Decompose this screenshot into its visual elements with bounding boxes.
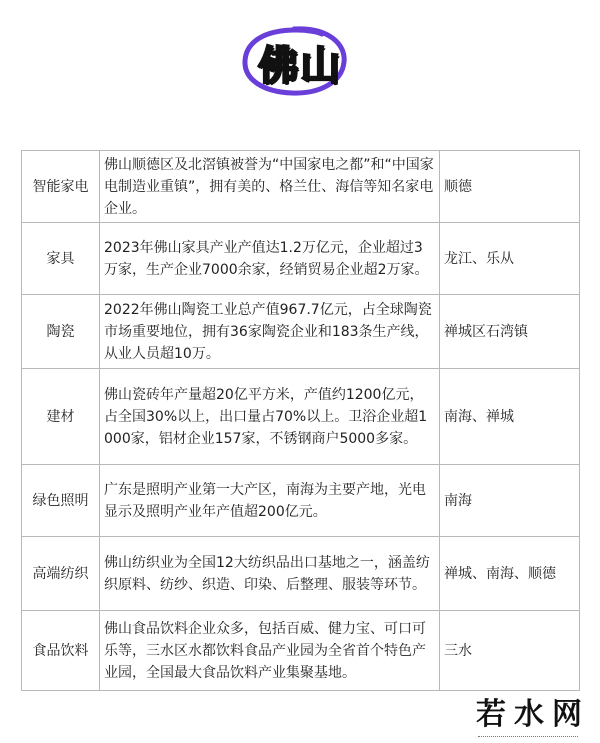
industry-category: 高端纺织 <box>22 537 100 611</box>
industry-description: 2023年佛山家具产业产值达1.2万亿元，企业超过3万家，生产企业7000余家，经销贸易企业超2万家。 <box>100 223 440 295</box>
industry-table <box>21 150 580 691</box>
industry-area: 禅城区石湾镇 <box>440 295 580 369</box>
watermark-underline <box>478 736 578 741</box>
industry-area: 南海 <box>440 465 580 537</box>
table-row <box>22 151 580 223</box>
industry-category: 绿色照明 <box>22 465 100 537</box>
industry-category: 陶瓷 <box>22 295 100 369</box>
industry-area: 龙江、乐从 <box>440 223 580 295</box>
watermark-logo: 若水网 <box>476 697 590 732</box>
industry-area: 南海、禅城 <box>440 369 580 465</box>
industry-description: 佛山食品饮料企业众多，包括百威、健力宝、可口可乐等，三水区水都饮料食品产业园为全省首个特色产业园，全国最大食品饮料产业集聚基地。 <box>100 611 440 691</box>
table-row <box>22 223 580 295</box>
page-title: 佛山 <box>258 43 342 89</box>
table-row <box>22 465 580 537</box>
industry-description: 佛山瓷砖年产量超20亿平方米，产值约1200亿元，占全国30%以上，出口量占70%以上。卫浴企业超1000家，铝材企业157家，不锈钢商户5000多家。 <box>100 369 440 465</box>
table-row <box>22 537 580 611</box>
industry-area: 禅城、南海、顺德 <box>440 537 580 611</box>
industry-category: 建材 <box>22 369 100 465</box>
industry-area: 顺德 <box>440 151 580 223</box>
table-row <box>22 611 580 691</box>
table-row <box>22 369 580 465</box>
table-row <box>22 295 580 369</box>
industry-category: 食品饮料 <box>22 611 100 691</box>
industry-category: 智能家电 <box>22 151 100 223</box>
industry-description: 广东是照明产业第一大产区，南海为主要产地，光电显示及照明产业年产值超200亿元。 <box>100 465 440 537</box>
industry-area: 三水 <box>440 611 580 691</box>
industry-description: 2022年佛山陶瓷工业总产值967.7亿元，占全球陶瓷市场重要地位，拥有36家陶瓷企业和183条生产线，从业人员超10万。 <box>100 295 440 369</box>
industry-description: 佛山纺织业为全国12大纺织品出口基地之一，涵盖纺织原料、纺纱、织造、印染、后整理、服装等环节。 <box>100 537 440 611</box>
industry-description: 佛山顺德区及北滘镇被誉为“中国家电之都”和“中国家电制造业重镇”，拥有美的、格兰仕、海信等知名家电企业。 <box>100 151 440 223</box>
title-area <box>0 8 600 118</box>
industry-category: 家具 <box>22 223 100 295</box>
